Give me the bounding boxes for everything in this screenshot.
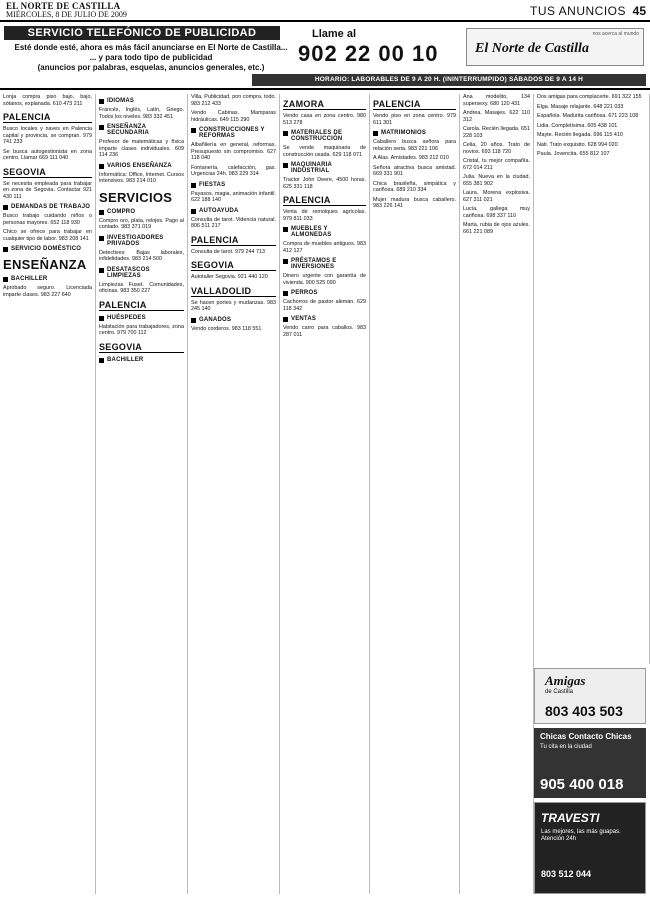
classified-column-3	[188, 94, 280, 894]
list-item: Limpiezas Fuset. Comunidades, oficinas. 983 350 227	[99, 281, 184, 294]
list-item: Vendo corderos. 983 118 551	[191, 325, 262, 332]
chicas-display-ad	[534, 728, 646, 798]
list-item: Compro oro, plata, relojes. Pago al contado. 983 371 019	[99, 217, 184, 230]
subsection-heading: VARIOS ENSEÑANZA	[99, 163, 184, 169]
banner-line-2: ... y para todo tipo de publicidad	[89, 53, 213, 62]
advert-banner	[0, 24, 650, 90]
subsection-heading: GANADOS	[191, 317, 276, 323]
list-item: Elga. Masaje relajante. 648 221 033	[537, 103, 624, 110]
list-item: Vendo casa en zona centro. 980 513 278	[283, 113, 366, 126]
paper-name: EL NORTE DE CASTILLA	[6, 1, 121, 11]
list-item: Profesor de matemáticas y física imparte clases individuales. 609 114 236	[99, 139, 184, 158]
section-heading: PALENCIA	[3, 112, 92, 123]
list-item: Lucía, gallega muy cariñosa. 698 337 110	[463, 206, 530, 219]
list-item: Fontanería, calefacción, gas. Urgencias 24h. 983 229 314	[191, 164, 276, 177]
banner-line-3: (anuncios por palabras, esquelas, anuncios generales, etc.)	[37, 63, 265, 72]
list-item: Tractor John Deere, 4500 horas. 625 331 118	[283, 177, 366, 190]
list-item: Se necesita empleada para trabajar en zona de Segovia. Contactar 921 430 111	[3, 180, 92, 200]
list-item: Detectives: Bajas laborales, infidelidades. 983 214 500	[99, 249, 184, 262]
subsection-heading: AUTOAYUDA	[191, 208, 276, 214]
subsection-heading: HUÉSPEDES	[99, 315, 184, 321]
subsection-heading: PERROS	[283, 290, 366, 296]
section-heading: ENSEÑANZA	[3, 257, 87, 272]
list-item: Venta de remolques agrícolas. 979 811 033	[283, 209, 366, 222]
list-item: Señora atractiva busca amistad. 669 331 901	[373, 164, 456, 177]
list-item: Caballero busca señora para relación seria. 983 221 106	[373, 139, 456, 152]
list-item: Busco locales y naves en Palencia capital y provincia, se compran. 979 741 233	[3, 126, 92, 145]
list-item: Busco trabajo cuidando niños o personas mayores. 652 118 930	[3, 213, 92, 226]
subsection-heading: MATERIALES DE CONSTRUCCIÓN	[283, 130, 366, 142]
section-heading: PALENCIA	[191, 235, 276, 246]
list-item: Vendo piso en zona centro. 979 611 301	[373, 113, 456, 126]
list-item: Ana modelito, 134 supersexy. 680 120 431	[463, 94, 530, 107]
ad-subtitle: de Castilla	[545, 689, 574, 695]
ad-subtitle: Tu cita en la ciudad	[540, 744, 592, 750]
subsection-heading: BACHILLER	[3, 276, 92, 282]
subsection-heading: SERVICIO DOMÉSTICO	[3, 246, 92, 252]
call-label: Llame al	[312, 28, 357, 40]
section-heading: PALENCIA	[283, 195, 366, 206]
list-item: Laura. Morena explosiva. 627 311 021	[463, 190, 530, 203]
list-item: Payasos, magia, animación infantil. 622 188 140	[191, 190, 276, 203]
ad-phone: 905 400 018	[540, 776, 624, 793]
subsection-heading: MAQUINARIA INDUSTRIAL	[283, 162, 366, 174]
list-item: Nati. Trato exquisito. 628 994 020	[537, 141, 618, 148]
amigas-display-ad	[534, 668, 646, 724]
section-heading: SEGOVIA	[191, 260, 276, 271]
banner-headline: SERVICIO TELEFÓNICO DE PUBLICIDAD	[4, 26, 280, 40]
classified-column-1	[0, 94, 96, 894]
list-item: Mayte. Recién llegada. 696 115 410	[537, 132, 623, 138]
list-item: Andrea. Masajes. 622 110 312	[463, 110, 530, 123]
subsection-heading: INVESTIGADORES PRIVADOS	[99, 235, 184, 247]
ad-title: Chicas Contacto Chicas	[540, 732, 632, 741]
ad-subtitle: Las mejores, las más guapas. Atención 24h	[541, 829, 621, 842]
list-item: Se busca autogestionista en zona centro. Llamar 669 111 040	[3, 148, 92, 161]
list-item: Se hacen portes y mudanzas. 983 245 140	[191, 299, 276, 312]
logo-text: El Norte de Castilla	[475, 41, 589, 56]
section-heading: PALENCIA	[99, 300, 184, 311]
list-item: Dinero urgente con garantía de vivienda. 900 525 090	[283, 273, 366, 286]
list-item: Cachorros de pastor alemán. 629 118 342	[283, 299, 366, 312]
travesti-display-ad	[534, 802, 646, 894]
banner-phone: 902 22 00 10	[298, 41, 439, 66]
list-item: Informática: Office, Internet. Cursos intensivos. 983 214 010	[99, 171, 184, 184]
classified-column-4	[280, 94, 370, 894]
subsection-heading: BACHILLER	[99, 357, 184, 363]
hours-bar: HORARIO: LABORABLES DE 9 A 20 H. (ININTERRUMPIDO) SÁBADOS DE 9 A 14 H	[252, 74, 646, 86]
issue-date: MIÉRCOLES, 8 DE JULIO DE 2009	[6, 10, 127, 19]
subsection-heading: MUEBLES Y ALMONEDAS	[283, 226, 366, 238]
list-item: Lonja compra piso bajo, bajo, sótanos, explanada. 610 473 211	[3, 94, 92, 107]
section-heading: ZAMORA	[283, 99, 366, 110]
list-item: Francés, Inglés, Latín, Griego. Todos los niveles. 983 332 451	[99, 107, 184, 120]
list-item: Julia. Nueva en la ciudad. 655 381 902	[463, 174, 530, 187]
page-number: 45	[632, 4, 646, 18]
classified-column-5	[370, 94, 460, 894]
classified-column-7	[534, 94, 650, 664]
list-item: Consulta de tarot. Videncia natural. 806 511 217	[191, 216, 276, 229]
list-item: Dos amigas para complacerte. 691 322 155	[537, 94, 642, 100]
masthead	[0, 0, 650, 22]
subsection-heading: ENSEÑANZA SECUNDARIA	[99, 124, 184, 136]
newspaper-logo	[466, 28, 644, 66]
list-item: Autotaller Segovia. 921 440 120	[191, 274, 268, 280]
list-item: Villa. Publicidad, pon compra, todo. 983 212 433	[191, 94, 276, 107]
section-name: TUS ANUNCIOS	[529, 4, 626, 18]
section-heading: SERVICIOS	[99, 189, 173, 205]
subsection-heading: FIESTAS	[191, 182, 276, 188]
list-item: Carola. Recién llegada. 651 228 103	[463, 126, 530, 139]
logo-tagline: nos acerca al mundo	[592, 31, 639, 37]
subsection-heading: CONSTRUCCIONES Y REFORMAS	[191, 127, 276, 139]
section-heading: SEGOVIA	[99, 342, 184, 353]
list-item: Vendo Cabinas. Mamparas hidráulicas. 649 115 290	[191, 110, 276, 123]
list-item: Aprobado seguro. Licenciada imparte clases. 983 227 640	[3, 285, 92, 298]
subsection-heading: DESATASCOS LIMPIEZAS	[99, 267, 184, 279]
section-heading: SEGOVIA	[3, 167, 92, 178]
list-item: Cristal, tu mejor compañía. 672 014 211	[463, 158, 530, 171]
list-item: Compra de muebles antiguos. 983 412 127	[283, 241, 366, 254]
section-heading: VALLADOLID	[191, 286, 276, 297]
list-item: Paula. Jovencita. 655 812 107	[537, 151, 610, 157]
list-item: Celia, 20 años. Trato de novios. 693 118 720	[463, 142, 530, 155]
list-item: Lidia. Completísima. 605 438 101	[537, 122, 618, 129]
list-item: Se vende maquinaria de construcción usada. 629 118 071	[283, 145, 366, 158]
classified-column-6	[460, 94, 534, 894]
subsection-heading: VENTAS	[283, 316, 366, 322]
banner-line-1: Esté donde esté, ahora es más fácil anunciarse en El Norte de Castilla...	[14, 43, 288, 52]
subsection-heading: PRÉSTAMOS E INVERSIONES	[283, 258, 366, 270]
list-item: Chica brasileña, simpática y cariñosa. 689 210 334	[373, 180, 456, 193]
subsection-heading: IDIOMAS	[99, 98, 184, 104]
list-item: Marta, rubia de ojos azules. 661 221 089	[463, 222, 530, 235]
list-item: Vendo carro para caballos. 983 287 011	[283, 325, 366, 338]
ad-title: Amigas	[545, 673, 586, 688]
list-item: Albañilería en general, reformas. Presupuesto sin compromiso. 627 118 040	[191, 142, 276, 161]
section-heading: PALENCIA	[373, 99, 456, 110]
subsection-heading: DEMANDAS DE TRABAJO	[3, 204, 92, 210]
ad-phone: 803 512 044	[541, 869, 592, 879]
list-item: Mujer madura busca caballero. 983 226 141	[373, 196, 456, 209]
ad-title: TRAVESTI	[541, 811, 600, 825]
subsection-heading: COMPRO	[99, 209, 184, 215]
subsection-heading: MATRIMONIOS	[373, 130, 456, 136]
list-item: A Alas. Amistades. 983 212 010	[373, 155, 449, 161]
list-item: Chico se ofrece para trabajar en cualquier tipo de labor. 983 208 141	[3, 229, 92, 242]
ad-phone: 803 403 503	[545, 703, 623, 719]
classified-column-2	[96, 94, 188, 894]
list-item: Consulta de tarot. 979 244 713	[191, 248, 266, 255]
list-item: Española. Madurita cariñosa. 671 223 108	[537, 113, 639, 119]
list-item: Habitación para trabajadores, zona centro. 979 700 112	[99, 323, 184, 336]
